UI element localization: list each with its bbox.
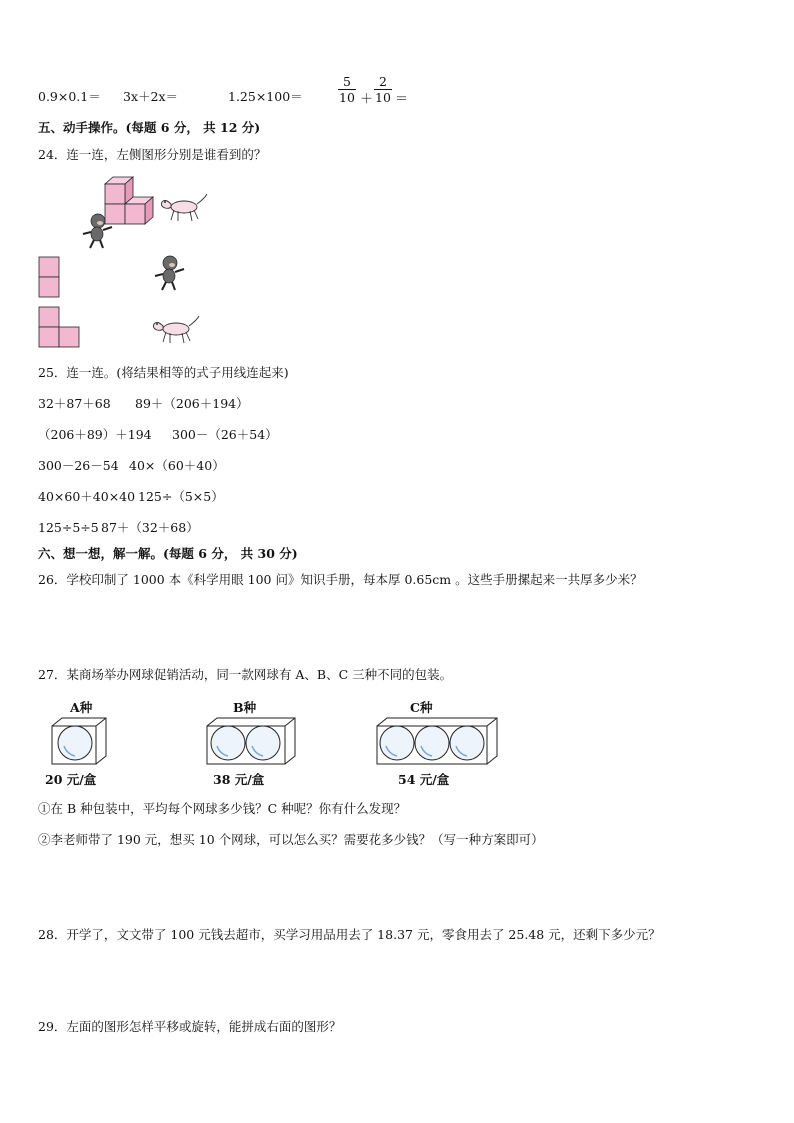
- question-27: 27．某商场举办网球促销活动，同一款网球有 A、B、C 三种不同的包装。: [38, 667, 453, 682]
- package-c-box: [375, 716, 499, 766]
- package-b-box: [205, 716, 297, 766]
- package-c-price: 54 元/盒: [398, 772, 450, 787]
- package-c-label: C种: [410, 700, 433, 715]
- package-b-price: 38 元/盒: [213, 772, 265, 787]
- q25-right-2: 300－（26＋54）: [172, 427, 278, 442]
- monkey-icon: [152, 254, 186, 292]
- q25-right-4: 125÷（5×5）: [138, 489, 224, 504]
- expr-1: 0.9×0.1＝: [38, 89, 101, 104]
- expr-3: 1.25×100＝: [228, 89, 303, 104]
- question-27-part-2: ②李老师带了 190 元，想买 10 个网球，可以怎么买？需要花多少钱？（写一种方案即可）: [38, 832, 544, 847]
- fraction-2: [374, 74, 392, 105]
- question-28: 28．开学了，文文带了 100 元钱去超市，买学习用品用去了 18.37 元，零食用去了 25.48 元，还剩下多少元？: [38, 927, 661, 942]
- q25-left-2: （206＋89）＋194: [38, 427, 152, 442]
- plus-sign: ＋: [360, 92, 374, 107]
- package-b-label: B种: [233, 700, 257, 715]
- question-27-part-1: ①在 B 种包装中，平均每个网球多少钱？C 种呢？你有什么发现？: [38, 801, 407, 816]
- question-25: 25．连一连。(将结果相等的式子用线连起来): [38, 365, 289, 380]
- dog-icon: [160, 190, 208, 224]
- q25-right-5: 87＋（32＋68）: [101, 520, 199, 535]
- dog-icon: [152, 312, 200, 346]
- section-5-heading: 五、动手操作。(每题 6 分， 共 12 分): [38, 120, 261, 135]
- fraction-2-den: 10: [375, 90, 391, 105]
- q25-left-3: 300－26－54: [38, 458, 119, 473]
- question-29: 29．左面的图形怎样平移或旋转，能拼成右面的图形？: [38, 1019, 342, 1034]
- q25-left-5: 125÷5÷5: [38, 520, 99, 535]
- fraction-1-num: 5: [343, 74, 351, 89]
- q25-right-1: 89＋（206＋194）: [135, 396, 249, 411]
- question-24: 24．连一连，左侧图形分别是谁看到的？: [38, 147, 267, 162]
- equals-sign: ＝: [395, 92, 409, 107]
- view-figure-1: [38, 256, 62, 300]
- section-6-heading: 六、想一想，解一解。(每题 6 分， 共 30 分): [38, 546, 298, 561]
- fraction-1-den: 10: [339, 90, 355, 105]
- question-26: 26．学校印制了 1000 本《科学用眼 100 问》知识手册，每本厚 0.65cm 。这些手册摞起来一共厚多少米？: [38, 572, 643, 587]
- package-a-price: 20 元/盒: [45, 772, 97, 787]
- package-a-box: [50, 716, 110, 766]
- fraction-2-num: 2: [379, 74, 387, 89]
- q25-left-4: 40×60＋40×40: [38, 489, 136, 504]
- q25-left-1: 32＋87＋68: [38, 396, 111, 411]
- package-a-label: A种: [70, 700, 93, 715]
- q25-right-3: 40×（60＋40）: [129, 458, 225, 473]
- expr-2: 3x＋2x＝: [123, 89, 179, 104]
- view-figure-2: [38, 306, 82, 350]
- fraction-1: [338, 74, 356, 105]
- monkey-icon: [80, 212, 114, 250]
